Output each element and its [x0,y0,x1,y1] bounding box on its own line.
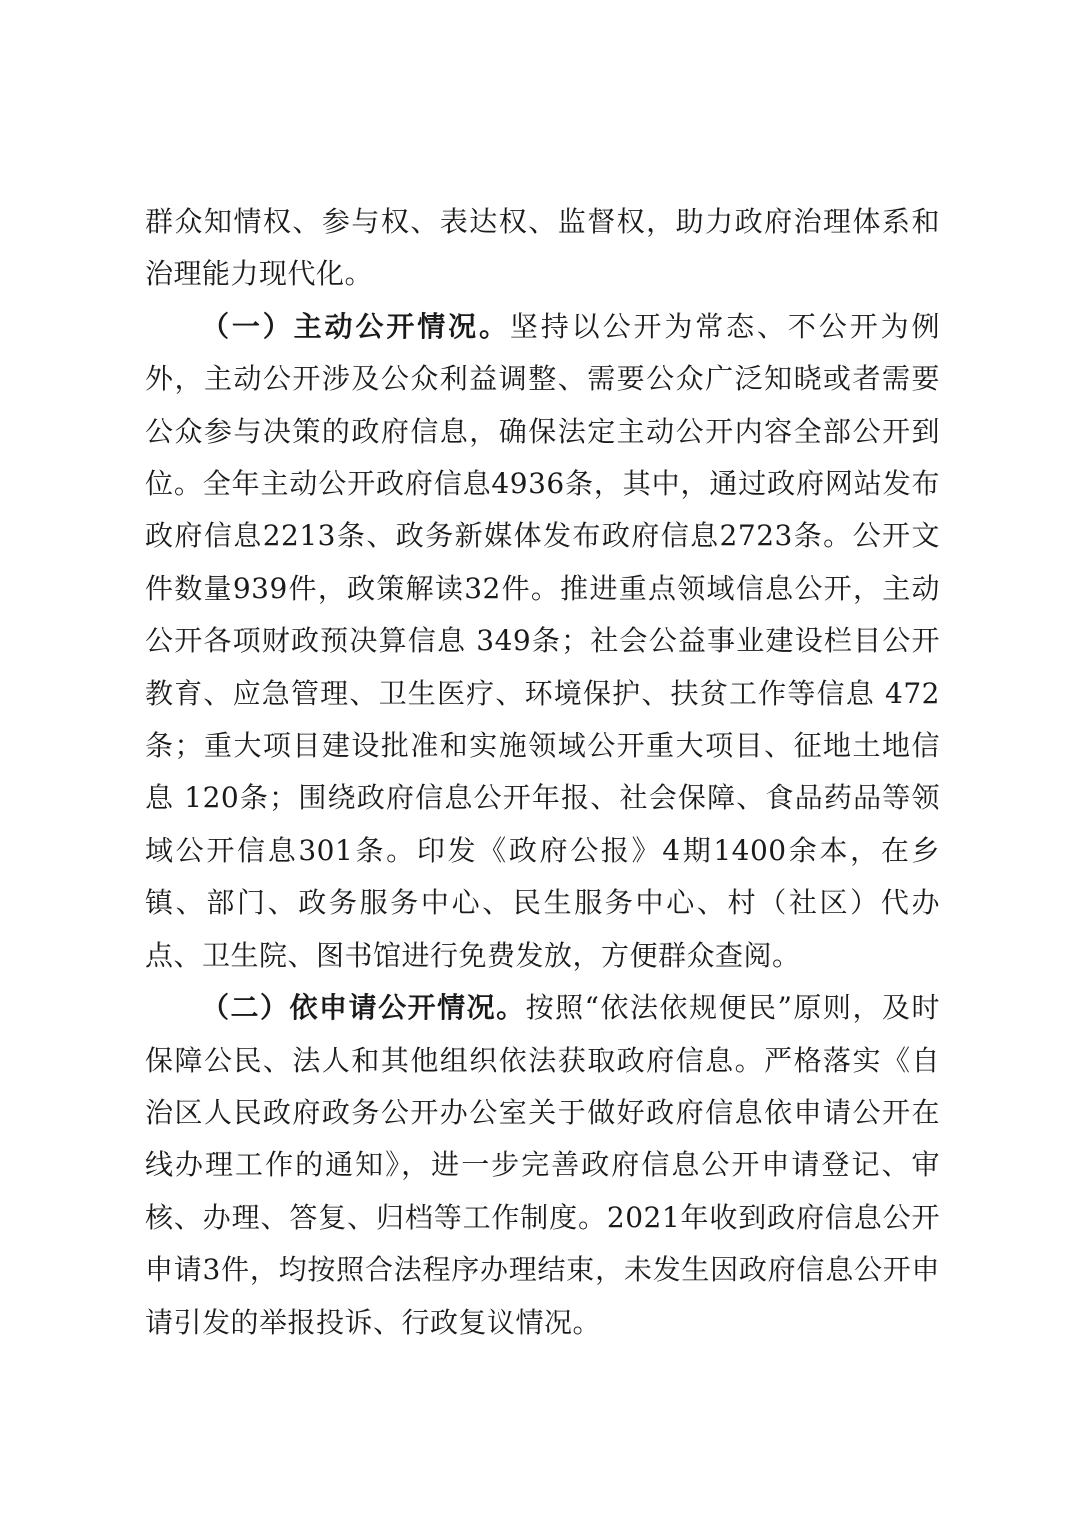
section-heading-proactive: （一）主动公开情况。 [201,309,510,343]
paragraph-text: 按照“依法依规便民”原则，及时保障公民、法人和其他组织依法获取政府信息。严格落实《自治区人民政府政务公开办公室关于做好政府信息依申请公开在线办理工作的通知》，进一步完善政府信息公开申请登记、审核、办理、答复、归档等工作制度。2021年收到政府信息公开申请3件，均按照合法程序办理结束，未发生因政府信息公开申请引发的举报投诉、行政复议情况。 [145,991,940,1339]
paragraph-text: 群众知情权、参与权、表达权、监督权，助力政府治理体系和治理能力现代化。 [145,205,940,291]
paragraph-proactive-disclosure [145,301,940,982]
document-body [145,196,940,1349]
paragraph-continuation [145,196,940,301]
section-heading-request: （二）依申请公开情况。 [201,991,526,1025]
paragraph-text: 坚持以公开为常态、不公开为例外，主动公开涉及公众利益调整、需要公众广泛知晓或者需要公众参与决策的政府信息，确保法定主动公开内容全部公开到位。全年主动公开政府信息4936条，其中，通过政府网站发布政府信息2213条、政务新媒体发布政府信息2723条。公开文件数量939件，政策解读32件。推进重点领域信息公开，主动公开各项财政预决算信息 349条；社会公益事业建设栏目公开教育、应急管理、卫生医疗、环境保护、扶贫工作等信息 472条；重大项目建设批准和实施领域公开重大项目、征地土地信息 120条；围绕政府信息公开年报、社会保障、食品药品等领域公开信息301条。印发《政府公报》4期1400余本，在乡镇、部门、政务服务中心、民生服务中心、村（社区）代办点、卫生院、图书馆进行免费发放，方便群众查阅。 [145,309,940,972]
paragraph-request-disclosure [145,982,940,1349]
